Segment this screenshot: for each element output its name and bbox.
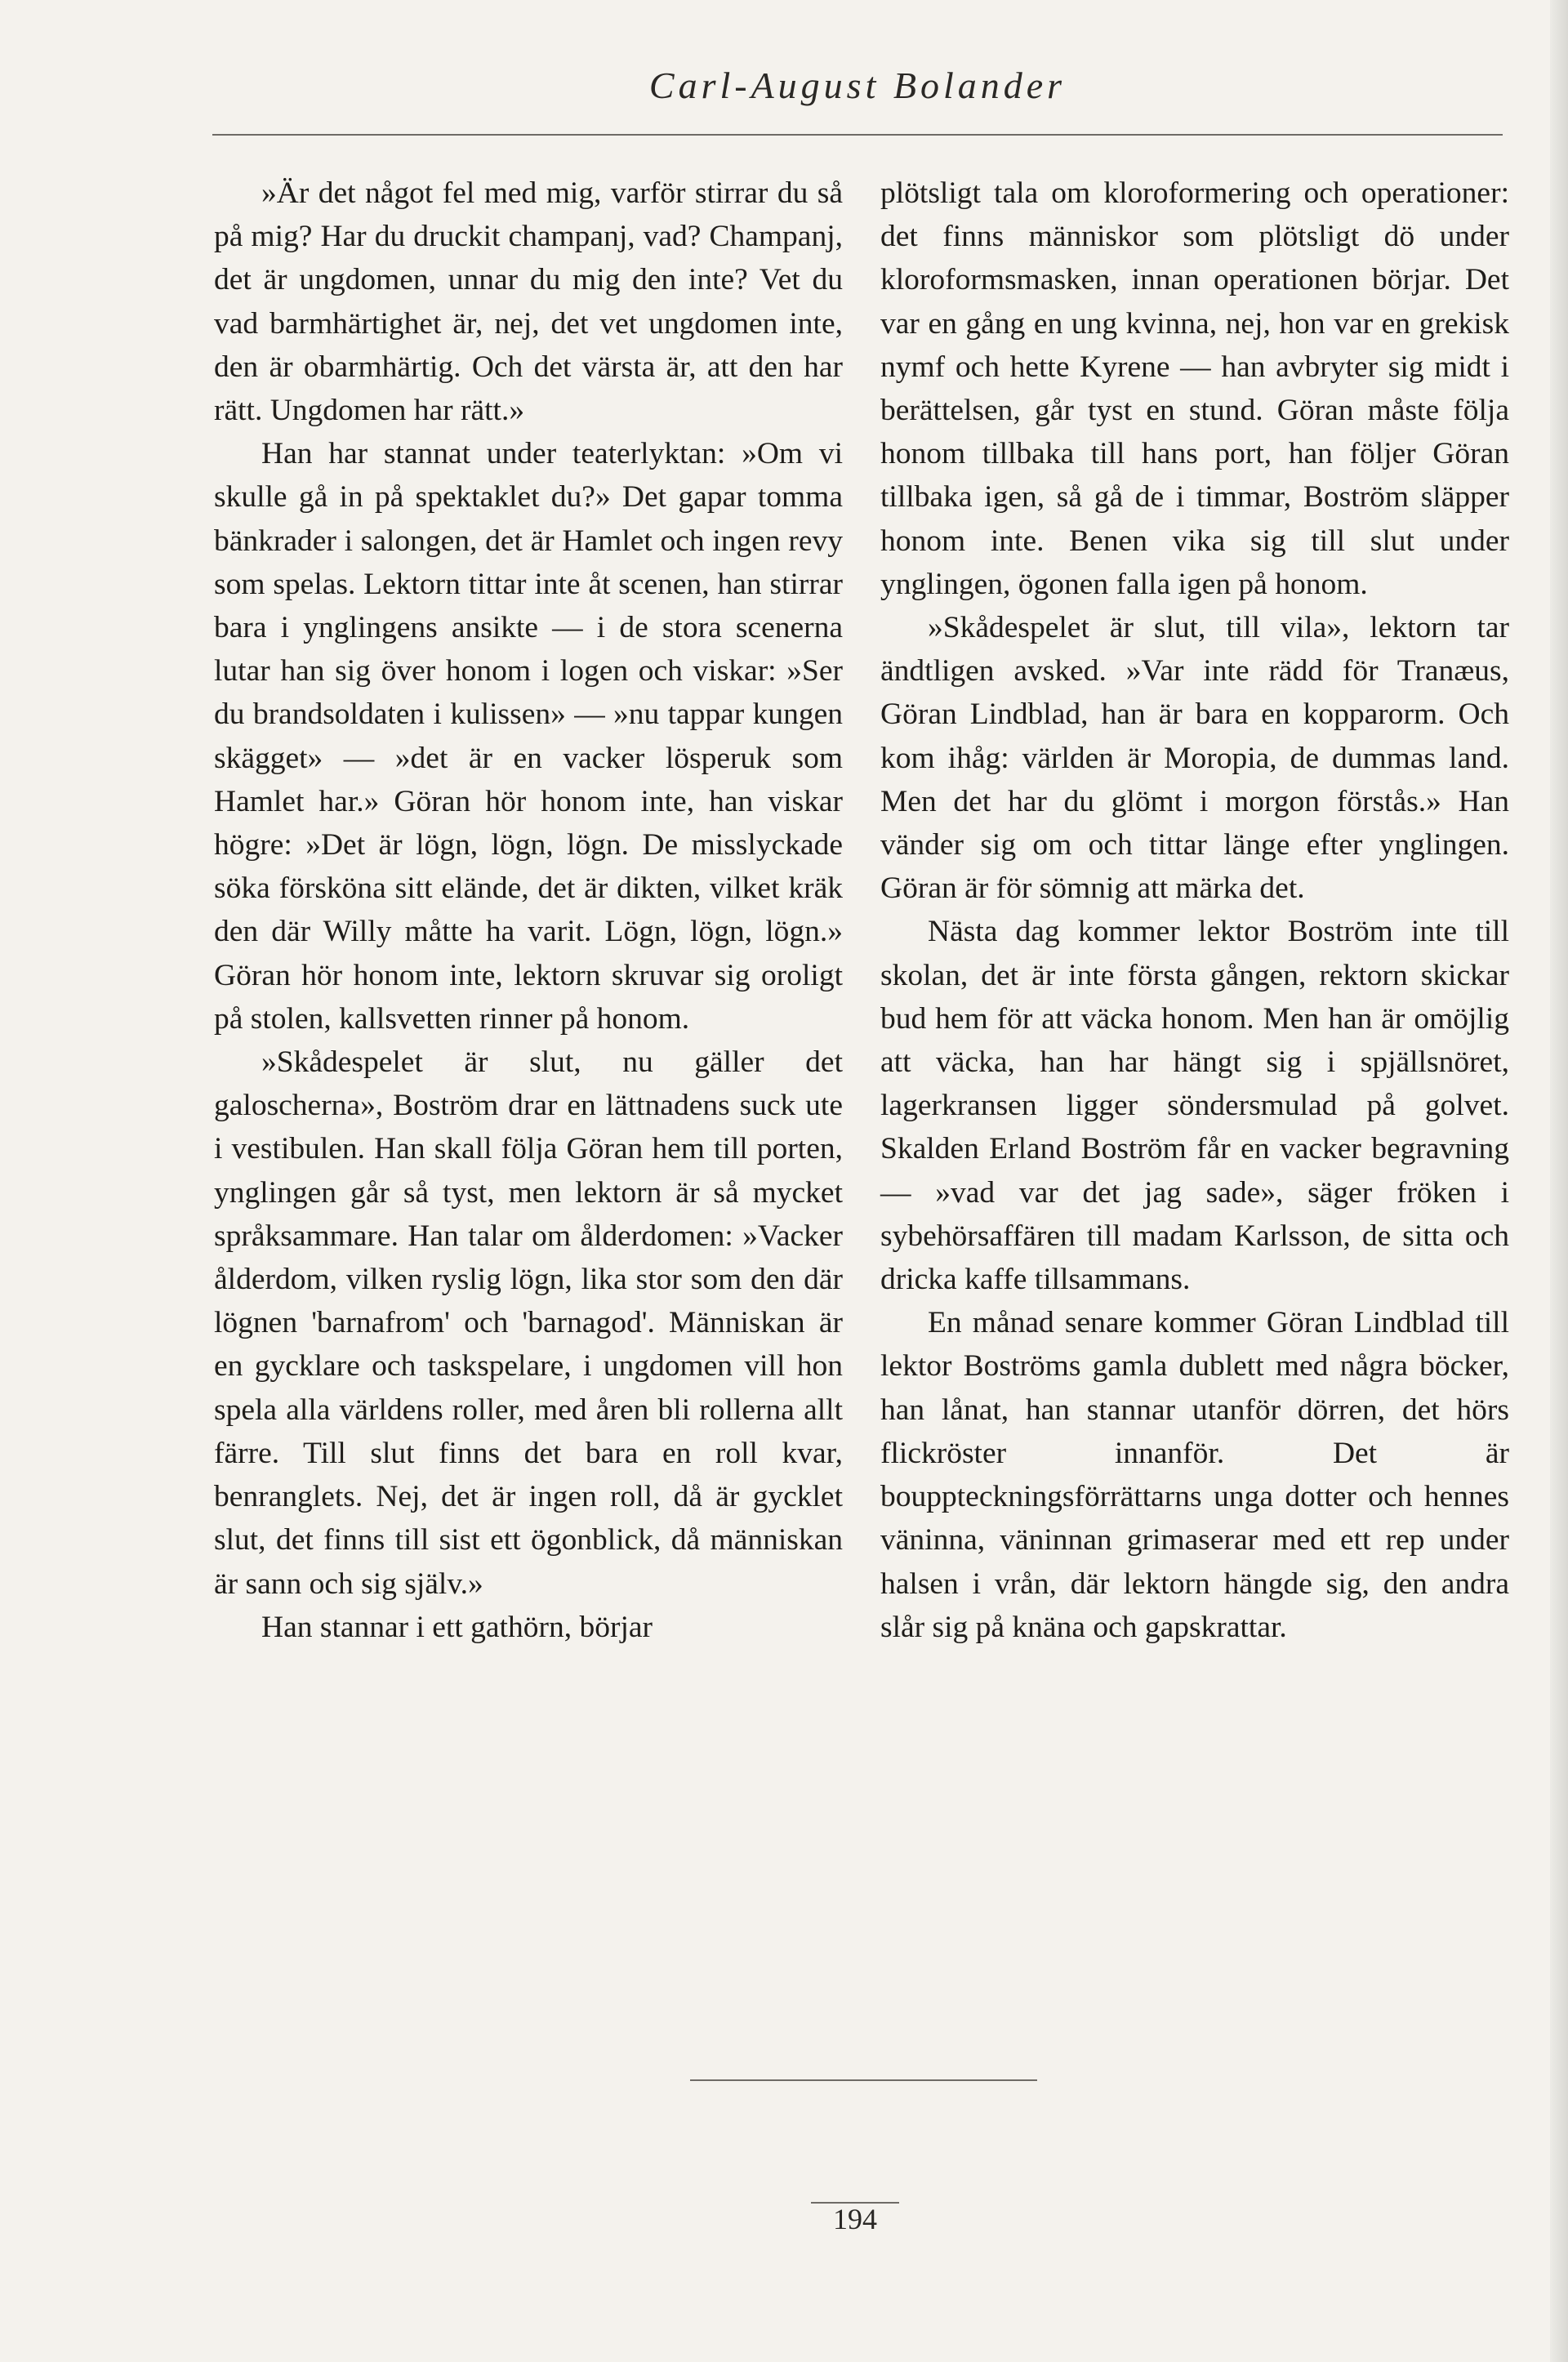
header-rule — [212, 134, 1503, 136]
paragraph: Han har stannat under teaterlyktan: »Om vi skulle gå in på spektaklet du?» Det gapar tomma bänkrader i salongen, det är Hamlet och ingen revy som spelas. Lektorn tittar inte åt scenen, han stirrar bara i ynglingens ansikte — i de stora scenerna lutar han sig över honom i logen och viskar: »Ser du brandsoldaten i kulissen» — »nu tappar kungen skägget» — »det är en vacker lösperuk som Hamlet har.» Göran hör honom inte, han viskar högre: »Det är lögn, lögn, lögn. De misslyckade söka försköna sitt elände, det är dikten, vilket kräk den där Willy måtte ha varit. Lögn, lögn, lögn.» Göran hör honom inte, lektorn skruvar sig oroligt på stolen, kallsvetten rinner på honom. — [214, 437, 843, 1036]
page-number: 194 — [833, 2203, 877, 2235]
end-rule — [690, 2079, 1037, 2081]
paragraph: »Är det något fel med mig, varför stirrar du så på mig? Har du druckit champanj, vad? Champanj, det är ungdomen, unnar du mig den inte? Vet du vad barmhärtighet är, nej, det vet ungdomen inte, den är obarmhärtig. Och det värsta är, att den har rätt. Ungdomen har rätt.» — [214, 176, 843, 428]
right-column — [880, 172, 1509, 1649]
page-edge-shadow — [1550, 0, 1568, 2362]
paragraph: En månad senare kommer Göran Lindblad till lektor Boströms gamla dublett med några böcker, han lånat, han stannar utanför dörren, det hörs flickröster innanför. Det är bouppteckningsförrättarns unga dotter och hennes väninna, väninnan grimaserar med ett rep under halsen i vrån, där lektorn hängde sig, den andra slår sig på knäna och gapskrattar. — [880, 1306, 1509, 1644]
paragraph: Nästa dag kommer lektor Boström inte till skolan, det är inte första gången, rektorn skickar bud hem för att väcka honom. Men han är omöjlig att väcka, han har hängt sig i spjällsnöret, lagerkransen ligger söndersmulad på golvet. Skalden Erland Boström får en vacker begravning — »vad var det jag sade», säger fröken i sybehörsaffären till madam Karlsson, de sitta och dricka kaffe tillsammans. — [880, 915, 1509, 1297]
running-head: Carl-August Bolander — [648, 65, 1067, 106]
paragraph: Han stannar i ett gathörn, börjar — [261, 1610, 653, 1644]
paragraph-continued: plötsligt tala om kloroformering och operationer: det finns människor som plötsligt dö under kloroformsmasken, innan operationen börjar. Det var en gång en ung kvinna, nej, hon var en grekisk nymf och hette Kyrene — han avbryter sig midt i berättelsen, går tyst en stund. Göran måste följa honom tillbaka till hans port, han följer Göran tillbaka igen, så gå de i timmar, Boström släpper honom inte. Benen vika sig till slut under ynglingen, ögonen falla igen på honom. — [880, 176, 1509, 601]
left-column — [214, 172, 843, 1649]
paragraph: »Skådespelet är slut, till vila», lektorn tar ändtligen avsked. »Var inte rädd för Tranæus, Göran Lindblad, han är bara en kopparorm. Och kom ihåg: världen är Moropia, de dummas land. Men det har du glömt i morgon förstås.» Han vänder sig om och tittar länge efter ynglingen. Göran är för sömnig att märka det. — [880, 611, 1509, 906]
paragraph: »Skådespelet är slut, nu gäller det galoscherna», Boström drar en lättnadens suck ute i vestibulen. Han skall följa Göran hem till porten, ynglingen går så tyst, men lektorn är så mycket språksammare. Han talar om ålderdomen: »Vacker ålderdom, vilken ryslig lögn, lika stor som den där lögnen 'barnafrom' och 'barnagod'. Människan är en gycklare och taskspelare, i ungdomen vill hon spela alla världens roller, med åren bli rollerna allt färre. Till slut finns det bara en roll kvar, benranglets. Nej, det är ingen roll, då är gycklet slut, det finns till sist ett ögonblick, då människan är sann och sig själv.» — [214, 1045, 843, 1601]
